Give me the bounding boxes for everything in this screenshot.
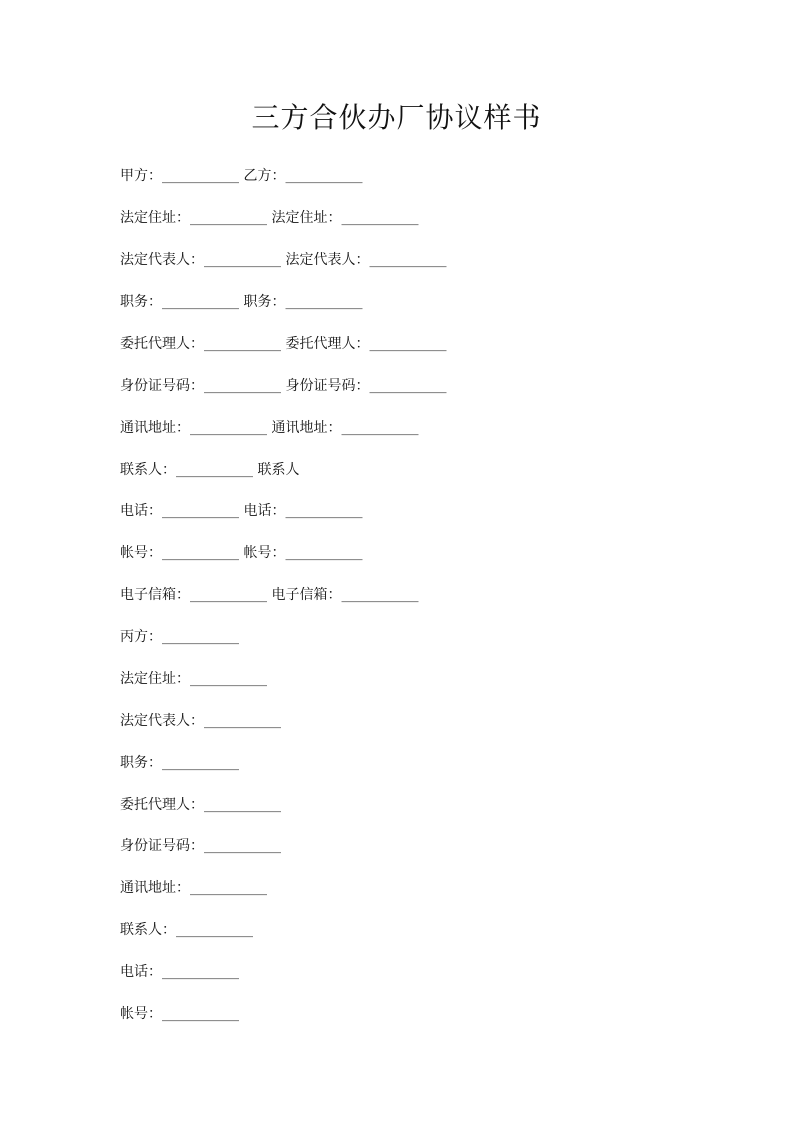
contact-person-line: 联系人：___________ 联系人 <box>120 462 300 478</box>
party-c-id-number-line: 身份证号码：___________ <box>120 838 281 854</box>
party-c-legal-representative-line: 法定代表人：___________ <box>120 713 281 729</box>
account-line: 帐号：___________ 帐号：___________ <box>120 545 363 561</box>
position-line: 职务：___________ 职务：___________ <box>120 294 363 310</box>
legal-address-line: 法定住址：___________ 法定住址：___________ <box>120 210 419 226</box>
document-title: 三方合伙办厂协议样书 <box>251 101 542 134</box>
party-c-legal-address-line: 法定住址：___________ <box>120 671 267 687</box>
party-c-mailing-address-line: 通讯地址：___________ <box>120 880 267 896</box>
party-c-name-line: 丙方：___________ <box>120 629 239 645</box>
legal-representative-line: 法定代表人：___________ 法定代表人：___________ <box>120 252 447 268</box>
party-c-authorized-agent-line: 委托代理人：___________ <box>120 797 281 813</box>
phone-line: 电话：___________ 电话：___________ <box>120 503 363 519</box>
party-c-contact-person-line: 联系人：___________ <box>120 922 253 938</box>
party-c-phone-line: 电话：___________ <box>120 964 239 980</box>
party-c-account-line: 帐号：___________ <box>120 1006 239 1022</box>
party-c-position-line: 职务：___________ <box>120 755 239 771</box>
mailing-address-line: 通讯地址：___________ 通讯地址：___________ <box>120 420 419 436</box>
email-line: 电子信箱：___________ 电子信箱：___________ <box>120 587 419 603</box>
id-number-line: 身份证号码：___________ 身份证号码：___________ <box>120 378 447 394</box>
authorized-agent-line: 委托代理人：___________ 委托代理人：___________ <box>120 336 447 352</box>
party-a-b-name-line: 甲方：___________ 乙方：___________ <box>120 168 363 184</box>
